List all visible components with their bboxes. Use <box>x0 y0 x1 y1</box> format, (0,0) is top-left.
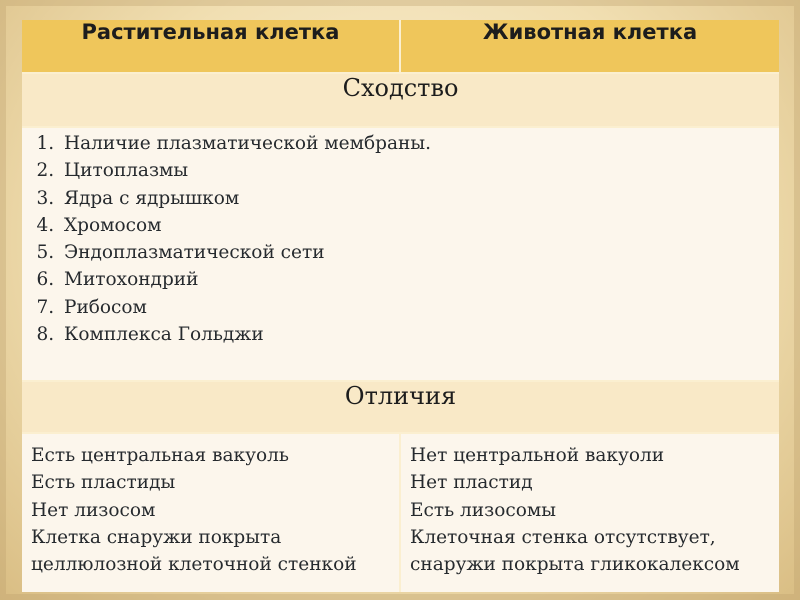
plant-difference-line: Есть центральная вакуоль <box>31 445 289 466</box>
animal-difference-line: Есть лизосомы <box>410 499 556 521</box>
plant-difference-line: Нет лизосом <box>31 499 156 521</box>
plant-difference-line: целлюлозной клеточной стенкой <box>31 554 357 576</box>
similarity-title: Сходство <box>22 73 779 127</box>
animal-difference-line: Клеточная стенка отсутствует, <box>410 526 716 548</box>
similarity-item: 7. Рибосом <box>60 294 779 321</box>
animal-differences-text <box>401 434 779 578</box>
similarity-cell <box>22 127 779 381</box>
similarity-item: 2. Цитоплазмы <box>60 157 779 184</box>
similarity-header-row <box>22 73 779 127</box>
similarity-item: 5. Эндоплазматической сети <box>60 239 779 266</box>
differences-title: Отличия <box>22 381 779 433</box>
differences-header-row <box>22 381 779 433</box>
similarity-item: 1. Наличие плазматической мембраны. <box>60 130 779 157</box>
header-plant-cell: Растительная клетка <box>22 20 400 73</box>
similarity-body-row <box>22 127 779 381</box>
similarity-item: 4. Хромосом <box>60 212 779 239</box>
similarity-item: 8. Комплекса Гольджи <box>60 321 779 348</box>
plant-difference-line: Есть пластиды <box>31 472 176 494</box>
similarity-item: 3. Ядра с ядрышком <box>60 185 779 212</box>
comparison-table <box>22 20 779 592</box>
similarity-list <box>22 130 779 348</box>
table-header-row <box>22 20 779 73</box>
animal-difference-line: Нет центральной вакуоли <box>410 445 665 466</box>
differences-body-row <box>22 433 779 592</box>
similarity-item: 6. Митохондрий <box>60 266 779 293</box>
plant-differences-cell <box>22 433 400 592</box>
plant-differences-text <box>22 434 399 578</box>
animal-difference-line: снаружи покрыта гликокалексом <box>410 554 740 576</box>
animal-differences-cell <box>400 433 779 592</box>
plant-difference-line: Клетка снаружи покрыта <box>31 526 282 548</box>
animal-difference-line: Нет пластид <box>410 472 533 494</box>
header-animal-cell: Животная клетка <box>400 20 779 73</box>
